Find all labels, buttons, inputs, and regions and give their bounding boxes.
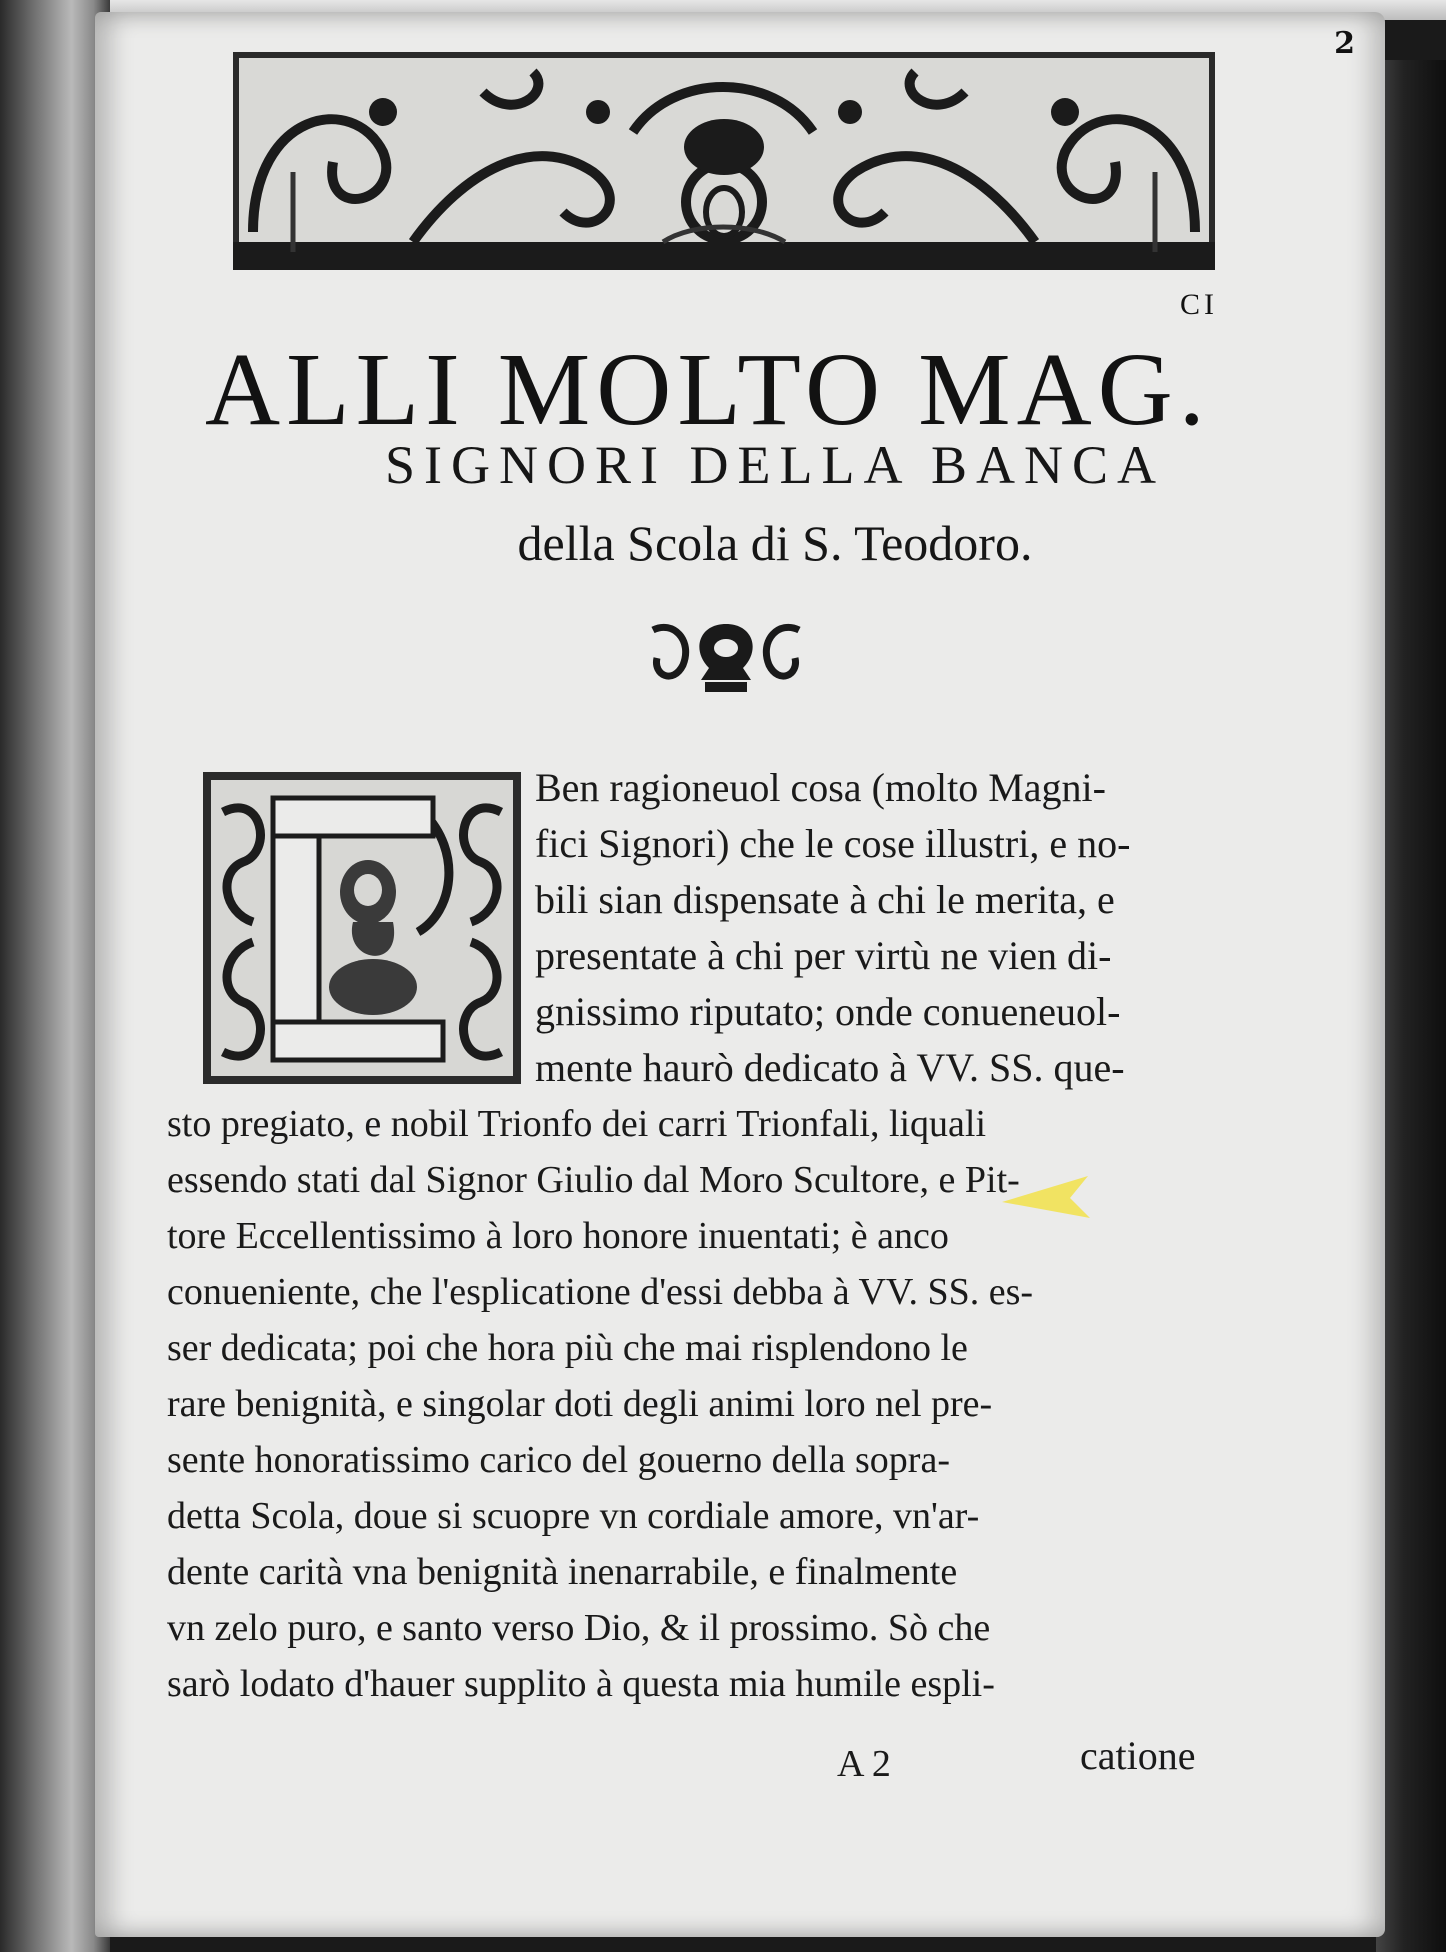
body-line: fici Signori) che le cose illustri, e no- (535, 821, 1131, 866)
page-folio: 2 (1334, 26, 1355, 61)
book-cover-edge (1376, 60, 1446, 1952)
body-line: dente carità vna benignità inenarrabile, e finalmente (167, 1551, 958, 1593)
highlight-arrow-icon (1000, 1172, 1090, 1222)
catchword: catione (1080, 1733, 1196, 1778)
body-line: gnissimo riputato; onde conueneuol- (535, 989, 1121, 1034)
body-line: rare benignità, e singolar doti degli animi loro nel pre- (167, 1383, 993, 1425)
body-line: presentate à chi per virtù ne vien di- (535, 933, 1112, 978)
body-line: detta Scola, doue si scuopre vn cordiale amore, vn'ar- (167, 1495, 980, 1537)
body-line: sarò lodato d'hauer supplito à questa mia humile espli- (167, 1663, 995, 1705)
body-line: conueniente, che l'esplicatione d'essi debba à VV. SS. es- (167, 1271, 1034, 1313)
body-line: bili sian dispensate à chi le merita, e (535, 877, 1115, 922)
body-line: ser dedicata; poi che hora più che mai risplendono le (167, 1327, 968, 1369)
body-line: mente haurò dedicato à VV. SS. que- (535, 1045, 1125, 1090)
body-line: sto pregiato, e nobil Trionfo dei carri Trionfali, liquali (167, 1103, 987, 1145)
body-line: Ben ragioneuol cosa (molto Magni- (535, 765, 1106, 810)
title-dedication: della Scola di S. Teodoro. (517, 515, 1033, 571)
title-superscript: CI (1180, 288, 1218, 321)
body-line: tore Eccellentissimo à loro honore inuentati; è anco (167, 1215, 949, 1257)
left-page-edge (0, 0, 110, 1952)
body-line: vn zelo puro, e santo verso Dio, & il prossimo. Sò che (167, 1607, 991, 1649)
title-subline: SIGNORI DELLA BANCA (384, 435, 1165, 495)
body-text (95, 12, 1385, 1937)
body-line: essendo stati dal Signor Giulio dal Moro Scultore, e Pit- (167, 1159, 1020, 1201)
signature-mark: A 2 (837, 1743, 891, 1785)
body-line: sente honoratissimo carico del gouerno della sopra- (167, 1439, 950, 1481)
page-title: ALLI MOLTO MAG. (205, 332, 1211, 447)
book-page (95, 12, 1385, 1937)
